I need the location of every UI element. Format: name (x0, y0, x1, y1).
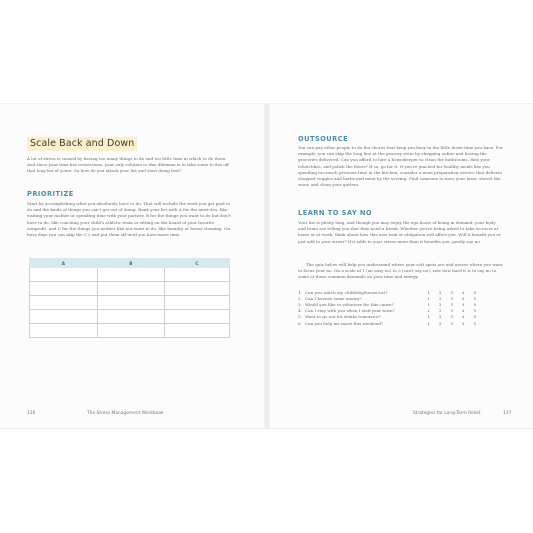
quiz-item-question: Can I borrow some money? (305, 295, 362, 301)
list-item (298, 301, 503, 307)
rating-option: 4 (462, 301, 465, 307)
left-page (0, 104, 266, 428)
table-cell (97, 310, 164, 324)
table-cell (164, 268, 229, 282)
rating-option: 1 (427, 320, 430, 326)
list-item (298, 295, 503, 301)
table-row (30, 282, 230, 296)
table-cell (164, 282, 229, 296)
table-row (30, 296, 230, 310)
table-cell (30, 310, 98, 324)
intro-paragraph: A lot of stress is caused by having too many things to do and too little time in which to do them. And since your time has restrictions, your only solution to this dilemma is to take some to-dos off that long list of yours. So how do you attack your list and start doing less? (27, 156, 229, 174)
quiz-item-number: 3. (298, 301, 302, 307)
rating-option: 5 (473, 314, 476, 320)
column-header-c: C (164, 259, 229, 268)
rating-option: 2 (439, 301, 442, 307)
rating-quiz-list (298, 289, 503, 326)
rating-option: 4 (462, 314, 465, 320)
page-number-right: 137 (503, 411, 512, 416)
rating-option: 1 (427, 301, 430, 307)
rating-option: 3 (450, 289, 453, 295)
page-number-left: 136 (27, 411, 36, 416)
table-cell (30, 296, 98, 310)
quiz-intro-paragraph: The quiz below will help you understand where your soft spots are and assess where you want to focus your no. On a scale of 1 (an easy no) to 5 (can't say no), rate how hard it is to say no to some of these common demands on your time and energy. (298, 262, 503, 280)
rating-option: 3 (450, 295, 453, 301)
table-cell (30, 268, 98, 282)
table-row (30, 268, 230, 282)
running-head-left: The Stress Management Workbook (87, 411, 164, 416)
book-spread (0, 103, 533, 429)
rating-option: 3 (450, 314, 453, 320)
table-cell (30, 324, 98, 338)
rating-option: 1 (427, 308, 430, 314)
quiz-item-number: 4. (298, 308, 302, 314)
rating-option: 1 (427, 314, 430, 320)
rating-option: 5 (473, 295, 476, 301)
learn-to-say-no-heading: LEARN TO SAY NO (298, 209, 373, 217)
rating-option: 5 (473, 320, 476, 326)
list-item (298, 308, 503, 314)
rating-option: 4 (462, 308, 465, 314)
quiz-item-question: Can you help me move this weekend? (305, 320, 384, 326)
quiz-item-number: 1. (298, 289, 302, 295)
quiz-item-question: Want to go out for drinks tomorrow? (305, 314, 381, 320)
rating-option: 2 (439, 308, 442, 314)
rating-option: 2 (439, 295, 442, 301)
table-cell (97, 268, 164, 282)
quiz-item-question: Would you like to volunteer for this cause? (305, 301, 394, 307)
table-cell (164, 296, 229, 310)
quiz-item-number: 6. (298, 320, 302, 326)
table-cell (30, 282, 98, 296)
list-item (298, 289, 503, 295)
rating-option: 4 (462, 295, 465, 301)
quiz-item-question: Can I stay with you when I visit your town? (305, 308, 395, 314)
rating-option: 2 (439, 289, 442, 295)
column-header-a: A (30, 259, 98, 268)
table-cell (97, 296, 164, 310)
rating-option: 4 (462, 320, 465, 326)
rating-option: 3 (450, 320, 453, 326)
quiz-item-number: 2. (298, 295, 302, 301)
right-page (267, 104, 533, 428)
rating-option: 2 (439, 320, 442, 326)
column-header-b: B (97, 259, 164, 268)
rating-option: 3 (450, 301, 453, 307)
rating-option: 5 (473, 289, 476, 295)
rating-option: 1 (427, 295, 430, 301)
table-cell (164, 310, 229, 324)
prioritize-paragraph: Start by accomplishing what you absolutely have to do. That will include the work you get paid to do and the kinds of things you can't get out of doing. Rank your list with A for the must-dos, like visiting your mother or spending time with your partner, B for the things you want to do but don't have to do, like coaching your child's athletic team or sitting on the board of your favorite nonprofit, and C for the things you neither like nor want to do, like laundry or house cleaning. On busy days you can skip the C's and put them off until you have more time. (27, 201, 231, 238)
running-head-right: Strategies for Long-Term Relief (413, 411, 481, 416)
table-row (30, 310, 230, 324)
say-no-paragraph: Your list is plenty long, and though you may enjoy the ego boost of being in demand, your body and brain are telling you that they need a break. Whether you're being asked to take on more at home or at work, think about how this new task or obligation will affect you. Will it benefit you or just add to your stress? If it adds to your stress more than it benefits you, gently say no. (298, 220, 501, 244)
list-item (298, 320, 503, 326)
rating-option: 2 (439, 314, 442, 320)
table-row (30, 324, 230, 338)
table-cell (164, 324, 229, 338)
prioritize-heading: PRIORITIZE (27, 190, 74, 198)
rating-option: 3 (450, 308, 453, 314)
rating-option: 4 (462, 289, 465, 295)
list-item (298, 314, 503, 320)
outsource-heading: OUTSOURCE (298, 135, 349, 143)
rating-option: 1 (427, 289, 430, 295)
rating-option: 5 (473, 308, 476, 314)
abc-priority-table (29, 258, 230, 338)
outsource-paragraph: You can pay other people to do the chores that keep you busy in the little down-time you have. For example, you can skip the long line at the grocery store by shopping online and having the groceries delivered. Can you afford to hire a housekeeper to clean the bathrooms, dust your tchotchkes, and polish the floors? If so, go for it. If you're pinched for healthy meals has you spending too much precious time in the kitchen, consider a meal preparation service that delivers chopped veggies and herbs and meat by the serving. Find someone to mow your lawn, shovel the snow, and clean your gutters. (298, 145, 503, 188)
rating-option: 5 (473, 301, 476, 307)
table-header-row (30, 259, 230, 268)
table-cell (97, 324, 164, 338)
section-title: Scale Back and Down (27, 137, 137, 151)
quiz-item-question: Can you watch my child/dog/house/cat? (305, 289, 388, 295)
quiz-item-number: 5. (298, 314, 302, 320)
table-cell (97, 282, 164, 296)
